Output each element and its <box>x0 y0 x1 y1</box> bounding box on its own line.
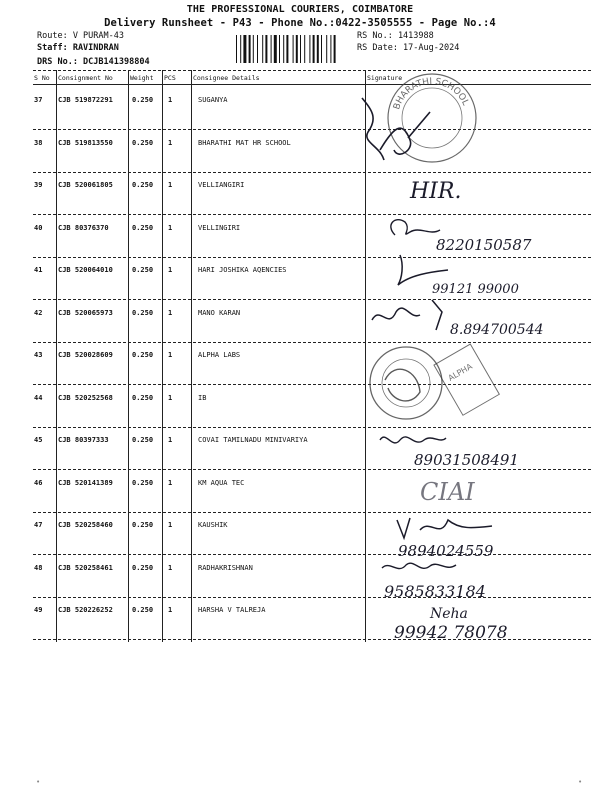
phone-row47: 9894024559 <box>398 542 494 560</box>
row-pcs: 1 <box>168 436 173 444</box>
row-pcs: 1 <box>168 563 173 572</box>
row-separator <box>33 427 591 428</box>
row-consignment-no: CJB 80397333 <box>58 436 109 444</box>
row-weight: 0.250 <box>132 223 154 232</box>
row-weight: 0.250 <box>132 138 154 147</box>
company-title: THE PROFESSIONAL COURIERS, COIMBATORE <box>186 4 414 15</box>
signature-row39: HIR. <box>410 179 462 204</box>
row-consignment-no: CJB 520065973 <box>58 308 113 317</box>
row-consignment-no: CJB 520252568 <box>58 393 113 402</box>
signature-row46: CIAI <box>420 478 475 506</box>
row-consignment-no: CJB 520141389 <box>58 478 113 487</box>
drs-label: DRS No.: DCJB141398804 <box>37 57 150 67</box>
row-sno: 48 <box>34 563 43 572</box>
row-consignee: ALPHA LABS <box>198 351 241 359</box>
scan-mark-right: • <box>578 778 583 786</box>
row-consignee: MANO KARAN <box>198 308 241 317</box>
barcode-image <box>236 35 348 63</box>
row-consignee: KAUSHIK <box>198 521 228 529</box>
signature-row48-scribble <box>382 563 456 568</box>
row-pcs: 1 <box>168 266 173 274</box>
row-consignment-no: CJB 520226252 <box>58 606 113 614</box>
rs-date: RS Date: 17-Aug-2024 <box>357 43 460 53</box>
phone-row42: 8.894700544 <box>450 322 544 338</box>
row-separator <box>33 384 591 385</box>
row-separator <box>33 554 591 555</box>
row-pcs: 1 <box>168 308 173 317</box>
row-pcs: 1 <box>168 181 173 189</box>
school-stamp-text: BHARATHI SCHOOL <box>392 76 471 112</box>
row-consignment-no: CJB 520064010 <box>58 266 113 274</box>
row-sno: 45 <box>34 436 43 444</box>
row-weight: 0.250 <box>132 521 154 529</box>
row-sno: 47 <box>34 521 43 529</box>
alpha-stamp-square <box>434 344 499 415</box>
signature-row40-scribble <box>391 220 440 235</box>
row-consignee: HARI JOSHIKA AQENCIES <box>198 266 287 274</box>
row-separator <box>33 597 591 598</box>
row-sno: 43 <box>34 351 43 359</box>
rs-number: RS No.: 1413988 <box>357 31 434 41</box>
row-weight: 0.250 <box>132 181 154 189</box>
row-weight: 0.250 <box>132 393 154 402</box>
row-separator <box>33 129 591 130</box>
row-weight: 0.250 <box>132 266 154 274</box>
row-consignee: VELLINGIRI <box>198 223 241 232</box>
row-pcs: 1 <box>168 478 173 487</box>
row-separator <box>33 342 591 343</box>
row-consignment-no: CJB 80376370 <box>58 223 109 232</box>
row-separator <box>33 299 591 300</box>
row-pcs: 1 <box>168 393 173 402</box>
row-consignee: BHARATHI MAT HR SCHOOL <box>198 138 291 147</box>
header-bottom-rule <box>33 84 591 85</box>
signature-row47-scribble <box>397 518 492 538</box>
route-label: Route: V PURAM-43 <box>37 31 124 41</box>
col-weight-header: Weight <box>130 74 154 82</box>
row-sno: 44 <box>34 393 43 402</box>
col-sno-header: S No <box>34 74 50 82</box>
row-separator <box>33 214 591 215</box>
row-weight: 0.250 <box>132 478 154 487</box>
col-divider-sno <box>56 70 57 642</box>
row-consignee: IB <box>198 393 207 402</box>
row-weight: 0.250 <box>132 606 154 614</box>
row-consignment-no: CJB 520028609 <box>58 351 113 359</box>
row-consignee: KM AQUA TEC <box>198 478 245 487</box>
row-weight: 0.250 <box>132 351 154 359</box>
row-consignment-no: CJB 520258460 <box>58 521 113 529</box>
row-consignee: RADHAKRISHNAN <box>198 563 253 572</box>
name-row49: Neha <box>430 606 468 622</box>
col-pcs-header: PCS <box>164 74 176 82</box>
row-pcs: 1 <box>168 606 173 614</box>
col-divider-consignee <box>365 70 366 642</box>
row-sno: 38 <box>34 138 43 147</box>
row-consignee: HARSHA V TALREJA <box>198 606 266 614</box>
row-consignment-no: CJB 519872291 <box>58 96 113 104</box>
row-consignee: COVAI TAMILNADU MINIVARIYA <box>198 436 308 444</box>
col-divider-weight <box>162 70 163 642</box>
phone-row45: 89031508491 <box>414 451 519 469</box>
signature-row45-scribble <box>380 437 446 443</box>
alpha-stamp-text: ALPHA <box>446 361 474 383</box>
row-sno: 46 <box>34 478 43 487</box>
row-separator <box>33 172 591 173</box>
phone-row41: 99121 99000 <box>432 282 519 297</box>
alpha-stamp-round <box>370 347 442 419</box>
col-divider-consignment <box>128 70 129 642</box>
phone-row48: 9585833184 <box>384 582 486 601</box>
row-pcs: 1 <box>168 223 173 232</box>
row-pcs: 1 <box>168 138 173 147</box>
runsheet-subtitle: Delivery Runsheet - P43 - Phone No.:0422-3505555 - Page No.:4 <box>104 17 496 29</box>
row-sno: 40 <box>34 223 43 232</box>
row-sno: 37 <box>34 96 43 104</box>
row-consignment-no: CJB 520061805 <box>58 181 113 189</box>
scan-mark-left: • <box>36 778 41 786</box>
school-stamp <box>388 74 476 162</box>
col-consignment-header: Consignment No <box>58 74 113 82</box>
row-sno: 49 <box>34 606 43 614</box>
row-weight: 0.250 <box>132 563 154 572</box>
col-signature-header: Signature <box>367 74 403 82</box>
col-divider-pcs <box>191 70 192 642</box>
row-pcs: 1 <box>168 521 173 529</box>
row-pcs: 1 <box>168 96 173 104</box>
row-consignment-no: CJB 519813550 <box>58 138 113 147</box>
header-top-rule <box>33 70 591 71</box>
row-consignee: VELLIANGIRI <box>198 181 245 189</box>
staff-label: Staff: RAVINDRAN <box>37 43 119 53</box>
row-pcs: 1 <box>168 351 173 359</box>
row-separator <box>33 469 591 470</box>
row-sno: 39 <box>34 181 43 189</box>
row-weight: 0.250 <box>132 96 154 104</box>
row-consignment-no: CJB 520258461 <box>58 563 113 572</box>
signature-row42-scribble <box>372 300 442 330</box>
signature-row41-scribble <box>398 255 448 285</box>
row-separator <box>33 639 591 640</box>
row-sno: 42 <box>34 308 43 317</box>
col-consignee-header: Consignee Details <box>193 74 260 82</box>
phone-row40: 8220150587 <box>436 236 532 254</box>
phone-row49: 99942 78078 <box>394 623 508 643</box>
row-consignee: SUGANYA <box>198 96 228 104</box>
row-weight: 0.250 <box>132 436 154 444</box>
row-sno: 41 <box>34 266 43 274</box>
row-weight: 0.250 <box>132 308 154 317</box>
row-separator <box>33 257 591 258</box>
row-separator <box>33 512 591 513</box>
